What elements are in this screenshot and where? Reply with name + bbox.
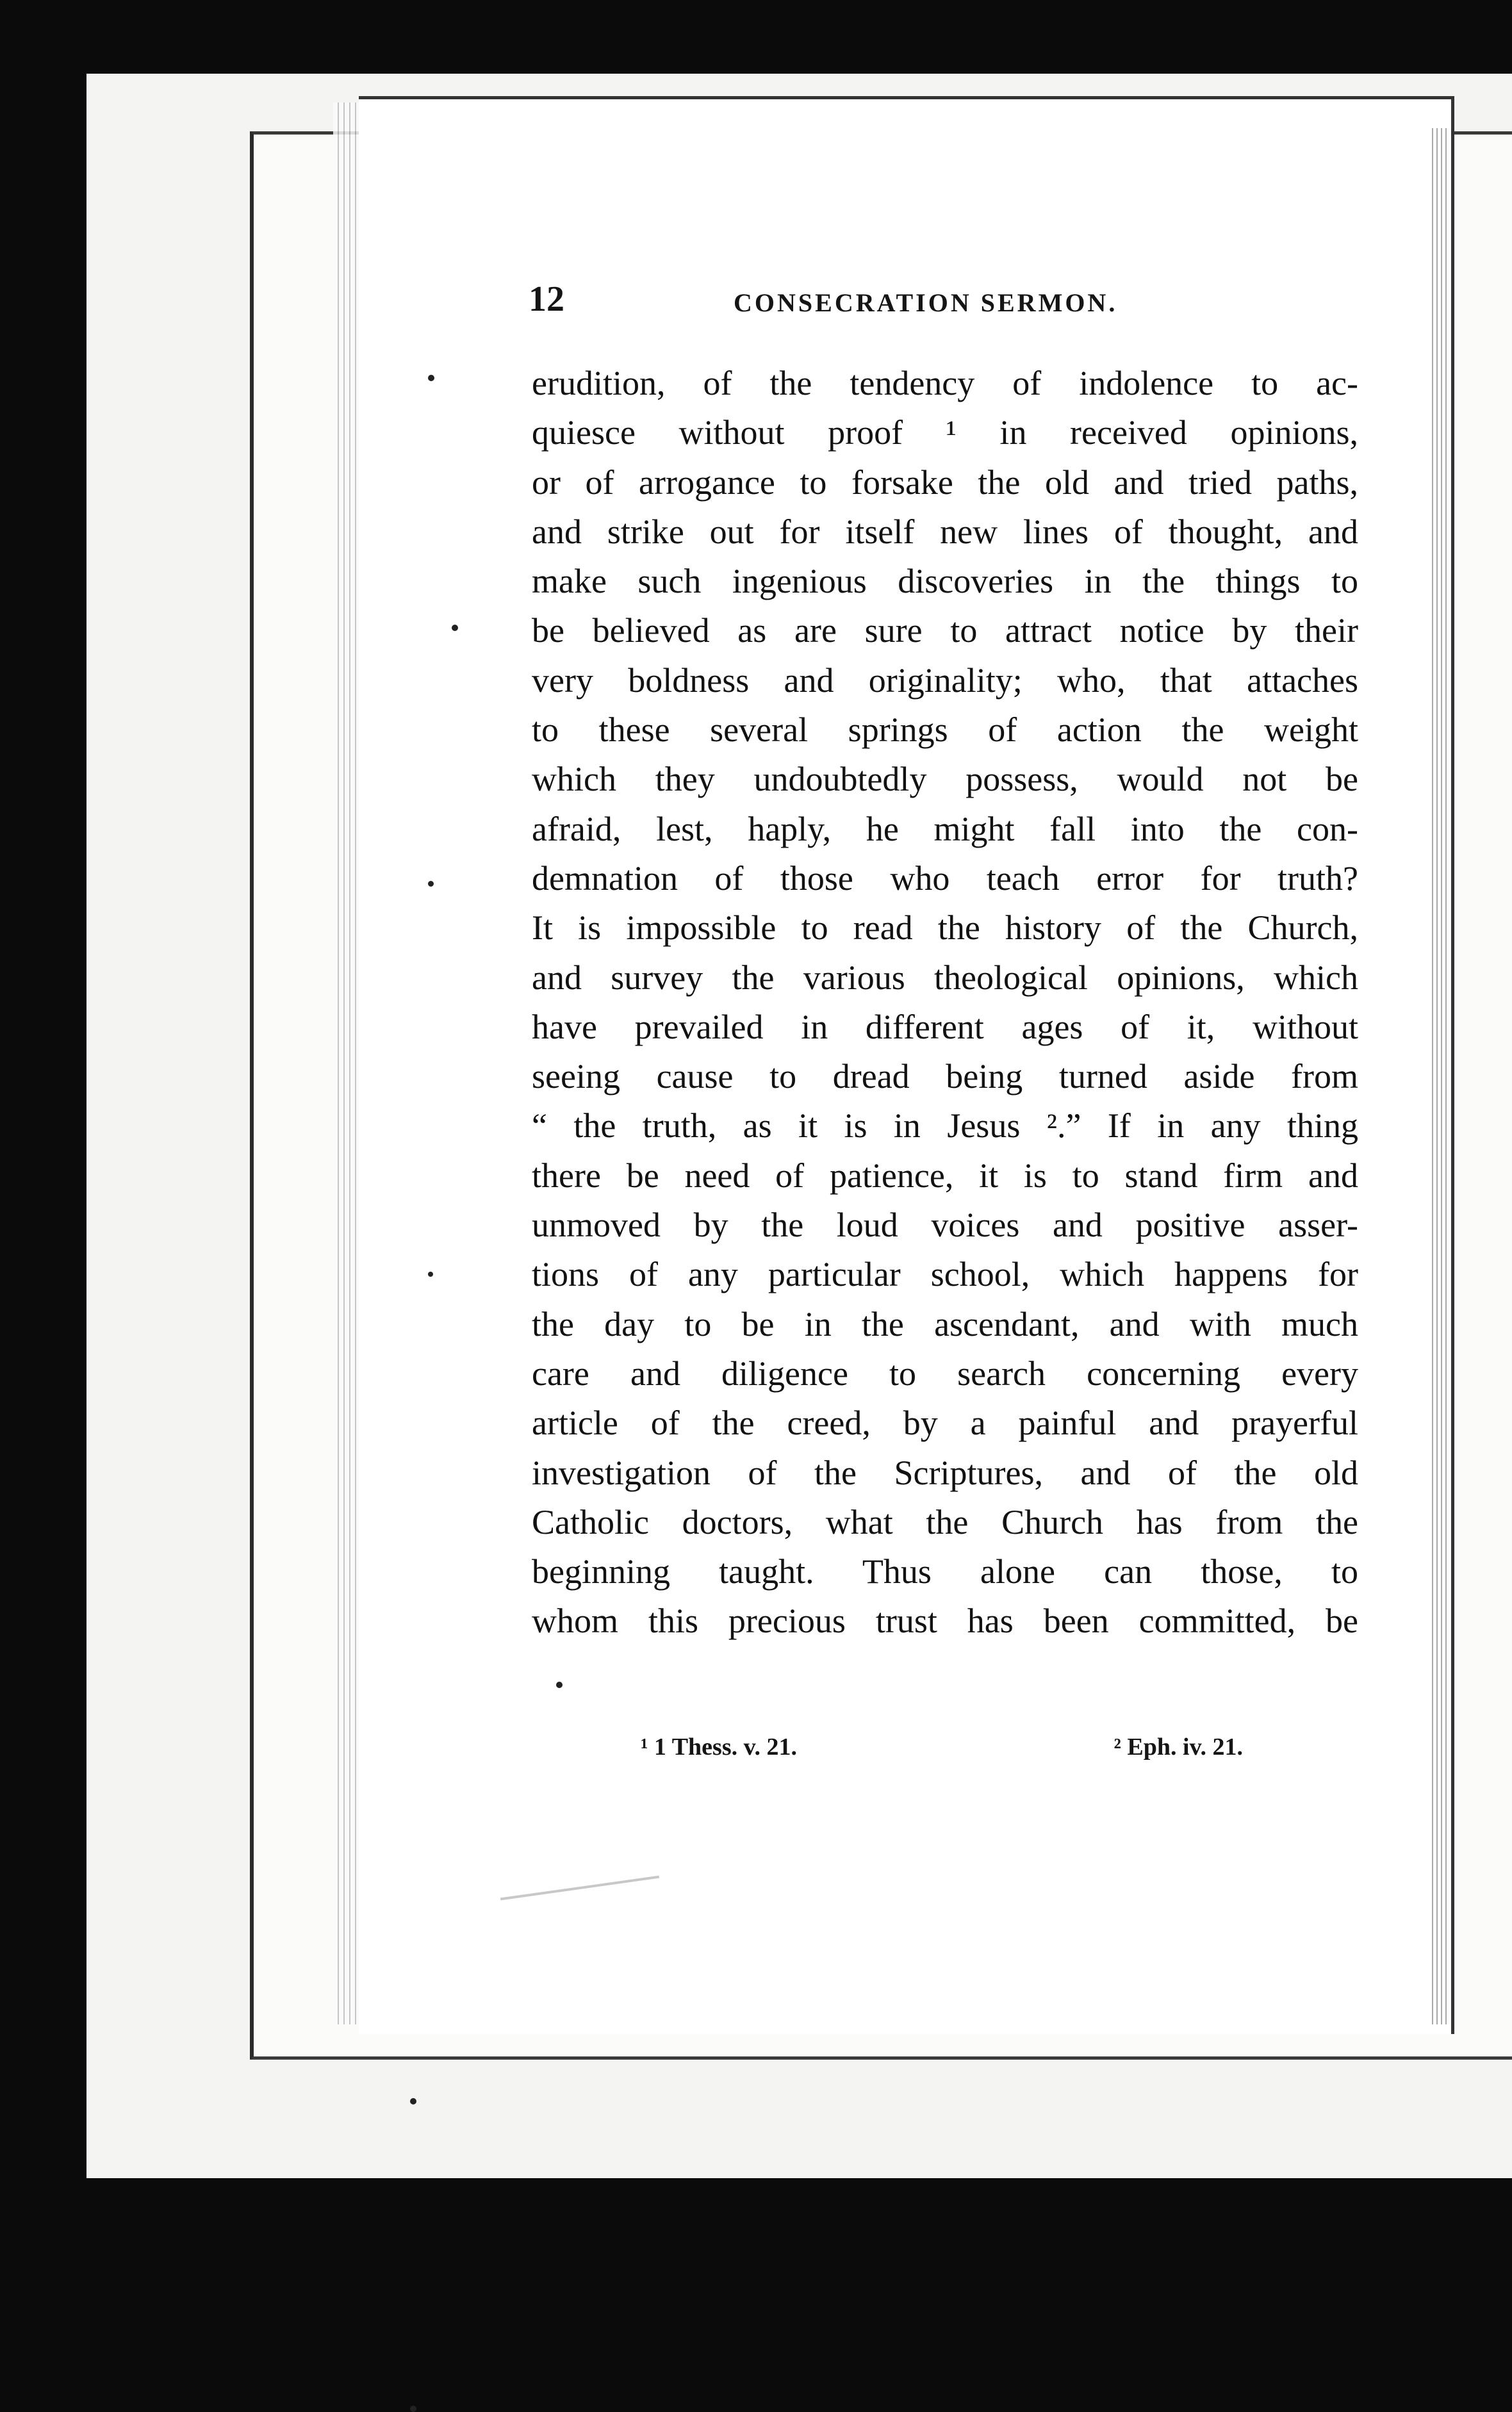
- scan-speck: [410, 2098, 416, 2104]
- running-head: [529, 279, 1361, 324]
- scan-speck: [452, 625, 458, 631]
- text-line: or of arrogance to forsake the old and tried paths,: [532, 463, 1358, 502]
- text-line: seeing cause to dread being turned aside from: [532, 1057, 1358, 1096]
- text-line: there be need of patience, it is to stand firm and: [532, 1156, 1358, 1195]
- running-title: CONSECRATION SERMON.: [734, 288, 1118, 317]
- text-line: beginning taught. Thus alone can those, to: [532, 1552, 1358, 1591]
- text-line: the day to be in the ascendant, and with much: [532, 1304, 1358, 1343]
- text-line: very boldness and originality; who, that attaches: [532, 660, 1358, 700]
- footnote-1: ¹ 1 Thess. v. 21.: [641, 1734, 798, 1760]
- text-line: care and diligence to search concerning every: [532, 1354, 1358, 1393]
- scan-speck: [556, 1682, 563, 1688]
- text-line: have prevailed in different ages of it, without: [532, 1007, 1358, 1046]
- text-line: unmoved by the loud voices and positive asser-: [532, 1206, 1358, 1245]
- text-line: “ the truth, as it is in Jesus ².” If in any thing: [532, 1106, 1358, 1145]
- text-line: investigation of the Scriptures, and of the old: [532, 1453, 1358, 1492]
- text-line: quiesce without proof ¹ in received opinions,: [532, 413, 1358, 452]
- text-line: article of the creed, by a painful and prayerful: [532, 1404, 1358, 1443]
- scan-speck: [410, 2406, 416, 2412]
- scan-speck: [428, 375, 434, 381]
- scan-border-left: [0, 0, 86, 2277]
- text-line: make such ingenious discoveries in the things to: [532, 562, 1358, 601]
- text-line: which they undoubtedly possess, would not be: [532, 760, 1358, 799]
- text-line: afraid, lest, haply, he might fall into the con-: [532, 809, 1358, 848]
- text-line: Catholic doctors, what the Church has from the: [532, 1502, 1358, 1541]
- text-line: to these several springs of action the weight: [532, 710, 1358, 750]
- text-line: demnation of those who teach error for truth?: [532, 858, 1358, 898]
- text-line: erudition, of the tendency of indolence to ac-: [532, 364, 1358, 402]
- text-line: and survey the various theological opinions, which: [532, 958, 1358, 997]
- scan-speck: [428, 881, 434, 887]
- scan-border-top: [0, 0, 1512, 74]
- body-text: [532, 359, 1358, 1646]
- page-edges-right: [1429, 128, 1448, 2024]
- text-line: It is impossible to read the history of the Church,: [532, 908, 1358, 948]
- text-line: whom this precious trust has been committed, be: [532, 1602, 1358, 1641]
- scan-speck: [428, 1272, 433, 1277]
- scan-border-bottom: [0, 2178, 1512, 2277]
- footnotes: [641, 1733, 1243, 1771]
- text-line: tions of any particular school, which happens for: [532, 1255, 1358, 1294]
- text-line: be believed as are sure to attract notice by their: [532, 611, 1358, 650]
- footnote-2: ² Eph. iv. 21.: [1113, 1734, 1243, 1760]
- page-number: 12: [529, 279, 564, 319]
- text-line: and strike out for itself new lines of thought, and: [532, 512, 1358, 551]
